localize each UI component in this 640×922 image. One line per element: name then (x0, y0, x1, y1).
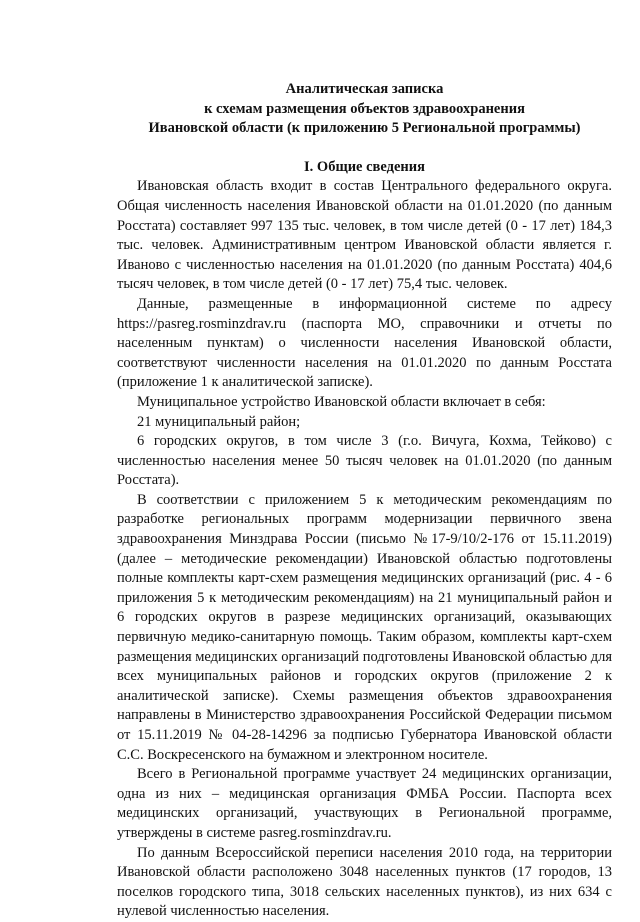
paragraph-population: Ивановская область входит в состав Центрального федерального округа. Общая численность населения Ивановской области на 01.01.2020 (по данным Росстата) составляет 997 135 тыс. человек, в том числе детей (0 - 17 лет) 184,3 тыс. человек. Административным центром Ивановской области является г. Иваново с численностью населения на 01.01.2020 (по данным Росстата) 404,6 тысяч человек, в том числе детей (0 - 17 лет) 75,4 тыс. человек. (117, 178, 612, 293)
list-item-districts: 21 муниципальный район; (137, 413, 301, 430)
list-item-city-districts: 6 городских округов, в том числе 3 (г.о. Вичуга, Кохма, Тейково) с численностью населения менее 50 тысяч человек на 01.01.2020 (по данным Росстата). (117, 433, 612, 489)
section-heading: I. Общие сведения (304, 158, 425, 175)
paragraph-municipal-structure: Муниципальное устройство Ивановской области включает в себя: (137, 393, 546, 410)
title-line: Ивановской области (к приложению 5 Региональной программы) (148, 120, 581, 137)
paragraph-map-schemes: В соответствии с приложением 5 к методическим рекомендациям по разработке региональных программ модернизации первичного звена здравоохранения Минздрава России (письмо №17-9/10/2-176 от 15.11.2019) (далее – методические рекомендации) Ивановской областью подготовлены полные комплекты карт-схем размещения медицинских организаций (рис. 4 - 6 приложения 5 к методическим рекомендациям) на 21 муниципальный район и 6 городских округов в разрезе медицинских организаций, оказывающих первичную медико-санитарную помощь. Таким образом, комплекты карт-схем размещения медицинских организаций подготовлены Ивановской областью для всех муниципальных районов и городских округов (приложение 2 к аналитической записке). Схемы размещения объектов здравоохранения направлены в Министерство здравоохранения Российской Федерации письмом от 15.11.2019 № 04-28-14296 за подписью Губернатора Ивановской области С.С. Воскресенского на бумажном и электронном носителе. (117, 491, 612, 763)
title-line: Аналитическая записка (285, 81, 444, 97)
paragraph-data-source: Данные, размещенные в информационной системе по адресу https://pasreg.rosminzdrav.ru (паспорта МО, справочники и отчеты по населенным пунктам) о численности населения Ивановской области, соответствуют численности населения на 01.01.2020 по данным Росстата (приложение 1 к аналитической записке). (117, 295, 612, 391)
title-line: к схемам размещения объектов здравоохранения (204, 100, 525, 117)
document-page (117, 80, 612, 922)
document-title (117, 80, 612, 139)
paragraph-medical-organizations: Всего в Региональной программе участвует 24 медицинских организации, одна из них – медицинская организация ФМБА России. Паспорта всех медицинских организаций, участвующих в Региональной программе, утверждены в системе pasreg.rosminzdrav.ru. (117, 766, 612, 841)
paragraph-census: По данным Всероссийской переписи населения 2010 года, на территории Ивановской области расположено 3048 населенных пунктов (17 городов, 13 поселков городского типа, 3018 сельских населенных пунктов), из них 634 с нулевой численностью населения. (117, 844, 612, 920)
